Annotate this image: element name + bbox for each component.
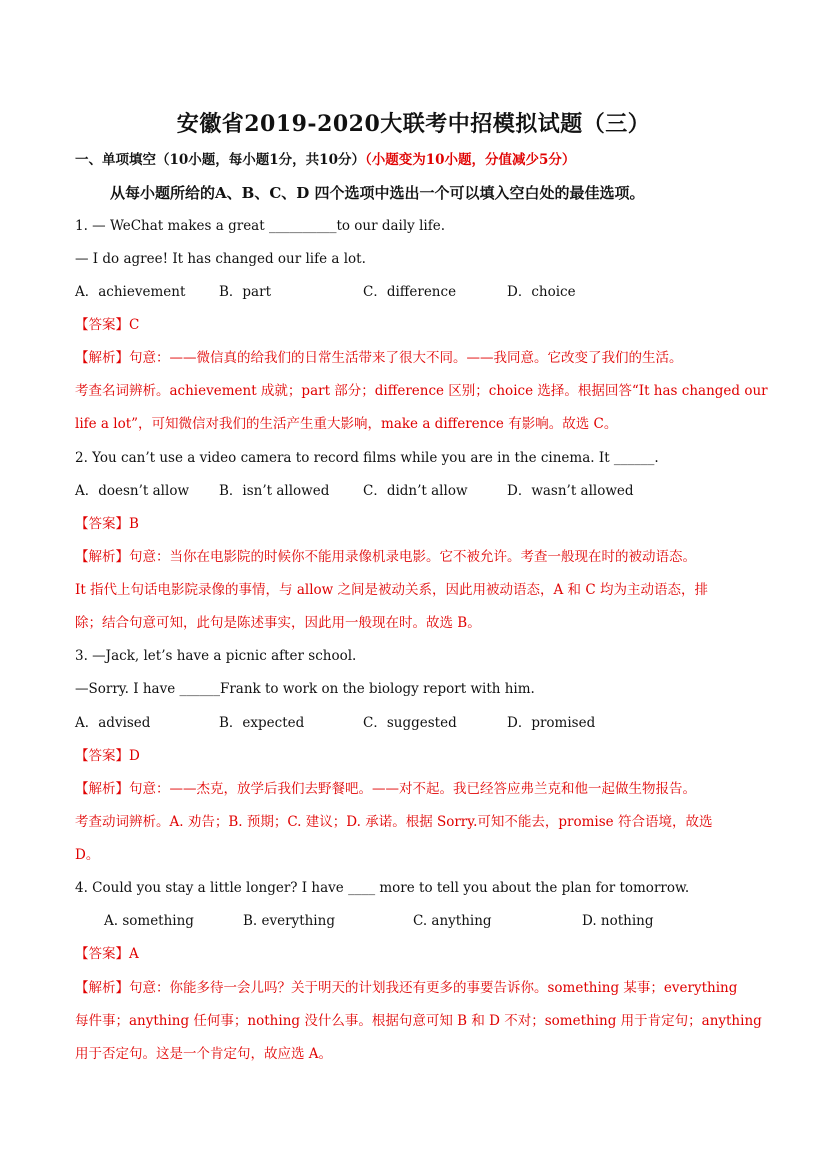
explanation-label: 【解析】 <box>75 980 129 996</box>
question-3-answer <box>75 746 755 766</box>
answer-label: 【答案】 <box>75 748 129 764</box>
question-1-answer <box>75 315 755 335</box>
option-c: C．didn’t allow <box>363 483 468 499</box>
option-c: C. anything <box>413 913 492 929</box>
explanation-text: 句意：——杰克，放学后我们去野餐吧。——对不起。我已经答应弗兰克和他一起做生物报告。 <box>129 781 696 797</box>
option-b: B. everything <box>243 913 335 929</box>
option-b: B．expected <box>219 715 305 731</box>
section-heading-text: 一、单项填空（10小题，每小题1分，共10分） <box>75 152 365 168</box>
question-1-explanation-3: life a lot”，可知微信对我们的生活产生重大影响，make a difference 有影响。故选 C。 <box>75 416 618 432</box>
option-d: D. nothing <box>582 913 654 929</box>
question-4-explanation-3: 用于否定句。这是一个肯定句，故应选 A。 <box>75 1046 333 1062</box>
answer-value: C <box>129 317 140 333</box>
question-2-explanation-3: 除；结合句意可知，此句是陈述事实，因此用一般现在时。故选 B。 <box>75 615 481 631</box>
option-a: A．doesn’t allow <box>75 483 190 499</box>
answer-label: 【答案】 <box>75 516 129 532</box>
question-3-explanation-2: 考查动词辨析。A. 劝告；B. 预期；C. 建议；D. 承诺。根据 Sorry.可知不能去，promise 符合语境，故选 <box>75 814 713 830</box>
question-1-explanation-1 <box>75 348 755 368</box>
option-d: D．promised <box>507 715 596 731</box>
instruction: 从每小题所给的A、B、C、D 四个选项中选出一个可以填入空白处的最佳选项。 <box>110 184 645 202</box>
option-d: D．choice <box>507 284 576 300</box>
option-b: B．isn’t allowed <box>219 483 330 499</box>
answer-label: 【答案】 <box>75 317 129 333</box>
question-4-explanation-2: 每件事；anything 任何事；nothing 没什么事。根据句意可知 B 和 D 不对；something 用于肯定句；anything <box>75 1013 762 1029</box>
question-3-stem-1: 3. —Jack, let’s have a picnic after school. <box>75 648 357 664</box>
option-c: C．suggested <box>363 715 457 731</box>
question-4-options <box>104 911 755 931</box>
answer-value: D <box>129 748 140 764</box>
explanation-text: 句意：——微信真的给我们的日常生活带来了很大不同。——我同意。它改变了我们的生活。 <box>129 350 683 366</box>
option-b: B．part <box>219 284 271 300</box>
question-1-options <box>75 282 755 302</box>
option-a: A．advised <box>75 715 151 731</box>
section-note: （小题变为10小题，分值减少5分） <box>364 152 576 168</box>
explanation-label: 【解析】 <box>75 781 129 797</box>
explanation-text: 句意：你能多待一会儿吗？关于明天的计划我还有更多的事要告诉你。something 某事；everything <box>129 980 738 996</box>
explanation-label: 【解析】 <box>75 549 129 565</box>
question-4-explanation-1 <box>75 978 755 998</box>
question-3-explanation-1 <box>75 779 755 799</box>
question-2-explanation-2: It 指代上句话电影院录像的事情，与 allow 之间是被动关系，因此用被动语态，A 和 C 均为主动语态，排 <box>75 582 708 598</box>
option-c: C．difference <box>363 284 457 300</box>
question-4-stem-1: 4. Could you stay a little longer? I have ____ more to tell you about the plan for tomorrow. <box>75 880 690 896</box>
option-a: A. something <box>104 913 194 929</box>
question-4-answer <box>75 944 755 964</box>
question-3-options <box>75 713 755 733</box>
question-2-answer <box>75 514 755 534</box>
question-1-stem-1: 1. — WeChat makes a great __________to our daily life. <box>75 218 446 234</box>
question-3-explanation-3: D。 <box>75 847 100 863</box>
explanation-label: 【解析】 <box>75 350 129 366</box>
page-title: 安徽省2019-2020大联考中招模拟试题（三） <box>176 111 651 137</box>
question-2-options <box>75 481 755 501</box>
question-1-stem-2: — I do agree! It has changed our life a lot. <box>75 251 366 267</box>
question-3-stem-2: —Sorry. I have ______Frank to work on the biology report with him. <box>75 681 535 697</box>
question-2-stem-1: 2. You can’t use a video camera to record films while you are in the cinema. It ______. <box>75 450 659 466</box>
option-d: D．wasn’t allowed <box>507 483 634 499</box>
answer-label: 【答案】 <box>75 946 129 962</box>
section-heading <box>75 150 755 170</box>
answer-value: A <box>129 946 139 962</box>
question-1-explanation-2: 考查名词辨析。achievement 成就；part 部分；difference 区别；choice 选择。根据回答“It has changed our <box>75 383 768 399</box>
answer-value: B <box>129 516 139 532</box>
option-a: A．achievement <box>75 284 186 300</box>
explanation-text: 句意：当你在电影院的时候你不能用录像机录电影。它不被允许。考查一般现在时的被动语态。 <box>129 549 696 565</box>
question-2-explanation-1 <box>75 547 755 567</box>
